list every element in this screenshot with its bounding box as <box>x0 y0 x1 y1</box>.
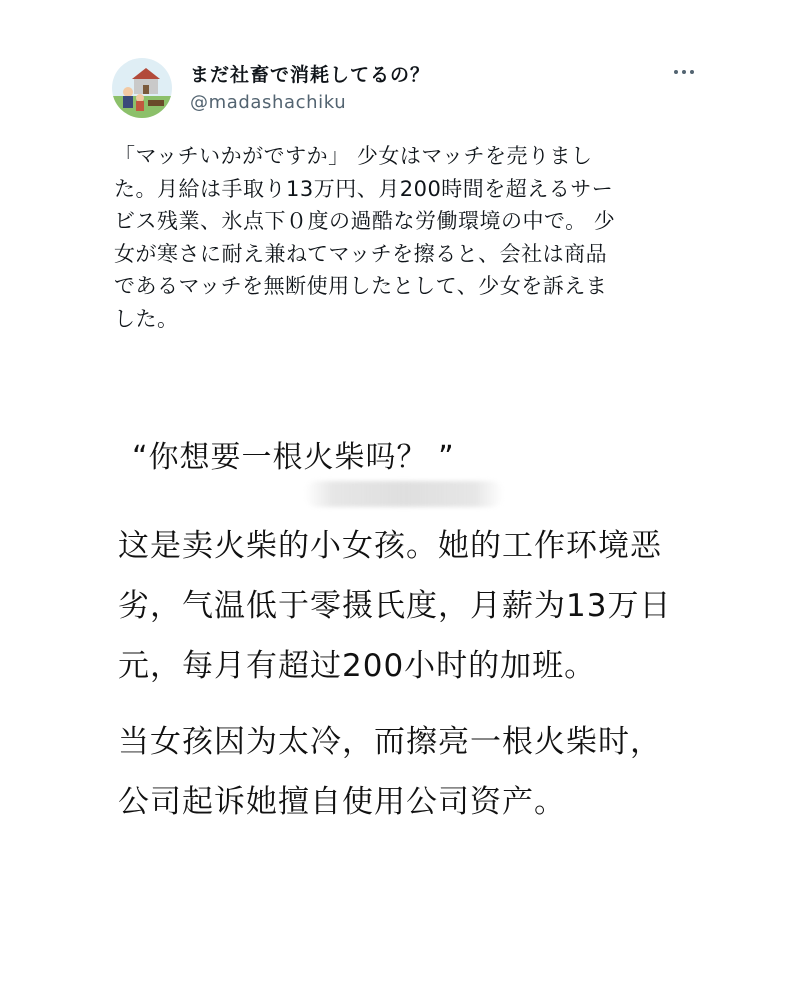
tweet-text-line: であるマッチを無断使用したとして、少女を訴えま <box>114 274 608 298</box>
more-dot <box>682 70 686 74</box>
tweet-text-line: 女が寒さに耐え兼ねてマッチを擦ると、会社は商品 <box>114 241 608 266</box>
author-display-name[interactable]: まだ社畜で消耗してるの？ <box>190 64 431 86</box>
author-handle[interactable]: @madashachiku <box>190 92 347 113</box>
tweet-text-line: した。 <box>114 306 179 331</box>
tweet-body-text <box>114 140 704 335</box>
translation-line: 公司起诉她擅自使用公司资产。 <box>118 784 566 820</box>
translation-line: 当女孩因为太冷，而擦亮一根火柴时， <box>118 724 662 760</box>
tweet-text-line: 「マッチいかがですか」 少女はマッチを売りまし <box>114 144 593 168</box>
avatar[interactable] <box>112 58 172 118</box>
translation-quote: “你想要一根火柴吗？ ” <box>132 440 455 475</box>
blurred-watermark <box>304 481 504 507</box>
tweet-text-line: ビス残業、氷点下０度の過酷な労働環境の中で。 少 <box>114 209 616 233</box>
translation-paragraph-1 <box>118 516 698 696</box>
more-horizontal-icon <box>674 70 678 74</box>
more-options-button[interactable] <box>664 58 704 86</box>
avatar-illustration-icon <box>112 58 172 118</box>
more-dot <box>690 70 694 74</box>
tweet-text-line: た。月給は手取り13万円、月200時間を超えるサー <box>114 176 614 201</box>
translation-line: 这是卖火柴的小女孩。她的工作环境恶 <box>118 528 662 564</box>
translation-line: 元，每月有超过200小时的加班。 <box>118 648 597 684</box>
translation-paragraph-2 <box>118 712 698 832</box>
translation-line: 劣，气温低于零摄氏度，月薪为13万日 <box>118 588 672 624</box>
